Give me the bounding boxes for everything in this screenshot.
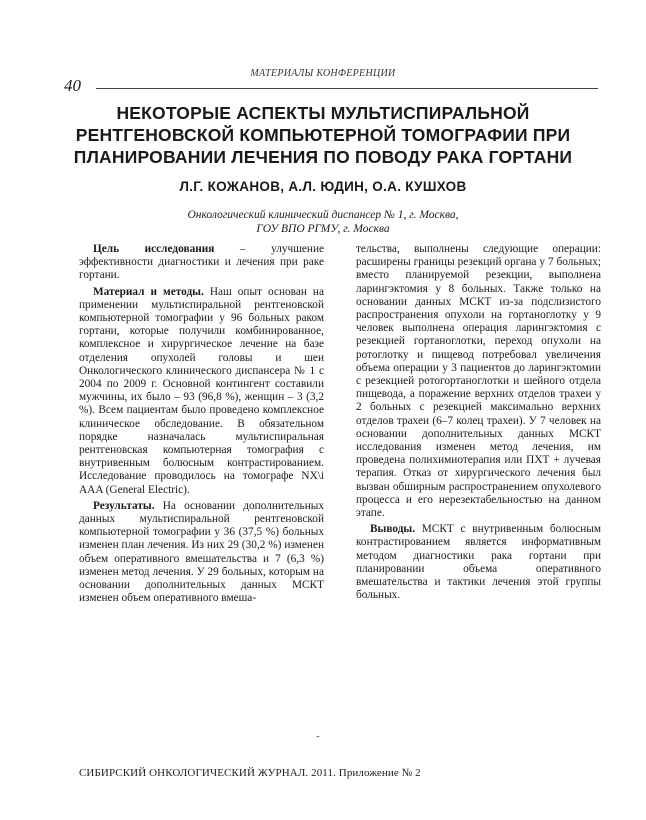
body-column-right <box>356 243 601 605</box>
goal-heading: Цель исследования <box>93 243 215 255</box>
conclusions-paragraph <box>356 523 601 602</box>
running-header-label: МАТЕРИАЛЫ КОНФЕРЕНЦИИ <box>250 68 396 79</box>
journal-footer: СИБИРСКИЙ ОНКОЛОГИЧЕСКИЙ ЖУРНАЛ. 2011. Приложение № 2 <box>79 767 421 779</box>
goal-paragraph <box>79 243 324 283</box>
goal-text: – улучшение эффективности диагностики и лечения при раке гортани. <box>79 243 325 282</box>
authors: Л.Г. КОЖАНОВ, А.Л. ЮДИН, О.А. КУШХОВ <box>179 179 467 194</box>
body-column-left <box>79 243 324 608</box>
stray-mark: - <box>316 730 320 742</box>
affiliation-line: ГОУ ВПО РГМУ, г. Москва <box>256 223 390 235</box>
results-paragraph-start <box>79 500 324 606</box>
results-text-part2: тельства, выполнены следующие операции: расширены границы резекций органа у 7 больных; вместо планируемой резекции, выполнена ларингэктомия у 8 больных. Также только на основании данных МСКТ из-за подслизистого распространения опухоли на гортаноглотку у 9 человек выполнена операция ларингэктомия с резекцией гортаноглотки, переход опухоли на ротоглотку и пищевод потребовал увеличения объема операции у 3 пациентов до ларингэктомии с резекцией ротогортаноглотки и шейного отдела пищевода, а поражение верхних отделов трахеи у 2 больных с резекцией максимально верхних отделов трахеи (6–7 колец трахеи). У 7 человек на основании дополнительных данных МСКТ исследования изменен метод лечения, им проведена полихимиотерапия или ПХТ + лучевая терапия. Отказ от хирургического лечения был вызван обширным распространением опухолевого процесса и его нерезектабельностью на данном этапе. <box>356 243 601 520</box>
title-line: НЕКОТОРЫЕ АСПЕКТЫ МУЛЬТИСПИРАЛЬНОЙ <box>116 103 530 123</box>
conclusions-heading: Выводы. <box>370 523 416 536</box>
results-paragraph-continued <box>356 243 601 520</box>
title-line: РЕНТГЕНОВСКОЙ КОМПЬЮТЕРНОЙ ТОМОГРАФИИ ПРИ <box>75 125 571 145</box>
page-number: 40 <box>64 76 81 95</box>
results-text-part1: На основании дополнительных данных мультиспиральной рентгеновской компьютерной томографии у 36 (37,5 %) больных изменен план лечения. Из них 29 (30,2 %) изменен объем оперативного вмешательства и 7 (6,3 %) изменен метод лечения. У 29 больных, которым на основании дополнительных данных МСКТ изменен объем оперативного вмеша- <box>79 499 324 605</box>
article-title <box>70 102 576 168</box>
results-heading: Результаты. <box>93 499 155 512</box>
methods-paragraph <box>79 286 324 497</box>
header-rule <box>96 88 598 89</box>
methods-text: Наш опыт основан на применении мультиспиральной рентгеновской компьютерной томографии у 96 больных раком гортани, которые получили комбинированное, комплексное и хирургическое лечение на базе отделения опухолей головы и шеи Онкологического клинического диспансера № 1 с 2004 по 2009 г. Основной контингент составили мужчины, их было – 93 (96,8 %), женщин – 3 (3,2 %). Всем пациентам было проведено комплексное клиническое обследование. В обязательном порядке назначалась мультиспиральная рентгеновская компьютерная томография с внутривенным болюсным контрастированием. Исследование проводилось на томографе NX\i AAA (General Electric). <box>79 285 324 496</box>
conclusions-text: МСКТ с внутривенным болюсным контрастированием является информативным методом диагностики рака гортани при планировании объема оперативного вмешательства и тактики лечения этой группы больных. <box>356 523 601 602</box>
title-line: ПЛАНИРОВАНИИ ЛЕЧЕНИЯ ПО ПОВОДУ РАКА ГОРТАНИ <box>73 147 573 167</box>
affiliation <box>0 208 646 236</box>
affiliation-line: Онкологический клинический диспансер № 1, г. Москва, <box>187 209 459 221</box>
methods-heading: Материал и методы. <box>93 285 204 298</box>
